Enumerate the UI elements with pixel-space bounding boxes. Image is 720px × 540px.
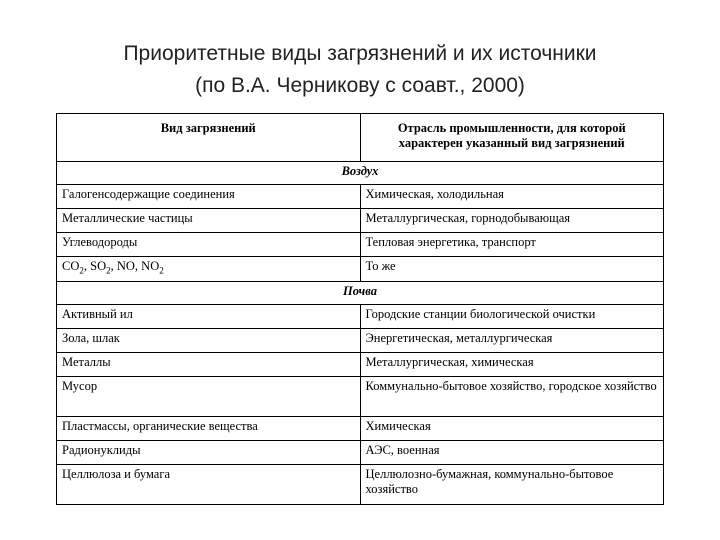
industry-cell: Химическая <box>360 416 664 440</box>
pollution-cell: Металлы <box>57 352 361 376</box>
industry-cell: Энергетическая, металлургическая <box>360 328 664 352</box>
pollution-cell: Галогенсодержащие соединения <box>57 185 361 209</box>
table-row <box>57 376 664 416</box>
table-row <box>57 185 664 209</box>
table-header-row <box>57 114 664 162</box>
table-row <box>57 304 664 328</box>
section-title-air: Воздух <box>57 162 664 185</box>
pollution-cell: Углеводороды <box>57 233 361 257</box>
table-row <box>57 464 664 504</box>
industry-cell: Металлургическая, горнодобывающая <box>360 209 664 233</box>
table-row <box>57 352 664 376</box>
title-line-2: (по В.А. Черникову с соавт., 2000) <box>195 74 525 97</box>
section-row-air <box>57 162 664 185</box>
industry-cell: АЭС, военная <box>360 440 664 464</box>
pollution-cell: Металлические частицы <box>57 209 361 233</box>
industry-cell: Городские станции биологической очистки <box>360 304 664 328</box>
industry-cell: Тепловая энергетика, транспорт <box>360 233 664 257</box>
industry-cell: Химическая, холодильная <box>360 185 664 209</box>
industry-cell: Металлургическая, химическая <box>360 352 664 376</box>
industry-cell: То же <box>360 257 664 282</box>
table-row <box>57 416 664 440</box>
pollution-cell: Мусор <box>57 376 361 416</box>
header-industry: Отрасль промышленности, для которой характерен указанный вид загрязнений <box>360 114 664 162</box>
industry-cell: Целлюлозно-бумажная, коммунально-бытовое хозяйство <box>360 464 664 504</box>
table-row <box>57 209 664 233</box>
pollution-cell: Целлюлоза и бумага <box>57 464 361 504</box>
table-row <box>57 233 664 257</box>
pollution-cell: Зола, шлак <box>57 328 361 352</box>
table-row <box>57 328 664 352</box>
header-pollution-type: Вид загрязнений <box>57 114 361 162</box>
pollution-cell: Радионуклиды <box>57 440 361 464</box>
title-line-1: Приоритетные виды загрязнений и их источники <box>123 42 597 65</box>
table-row <box>57 257 664 282</box>
section-row-soil <box>57 281 664 304</box>
pollution-cell-formula: $CO_2$, $SO_2$, NO, $NO_2$ <box>57 257 361 282</box>
pollution-cell: Пластмассы, органические вещества <box>57 416 361 440</box>
pollution-table <box>56 113 664 505</box>
pollution-cell: Активный ил <box>57 304 361 328</box>
table-row <box>57 440 664 464</box>
industry-cell: Коммунально-бытовое хозяйство, городское хозяйство <box>360 376 664 416</box>
section-title-soil: Почва <box>57 281 664 304</box>
page-title <box>0 38 720 102</box>
